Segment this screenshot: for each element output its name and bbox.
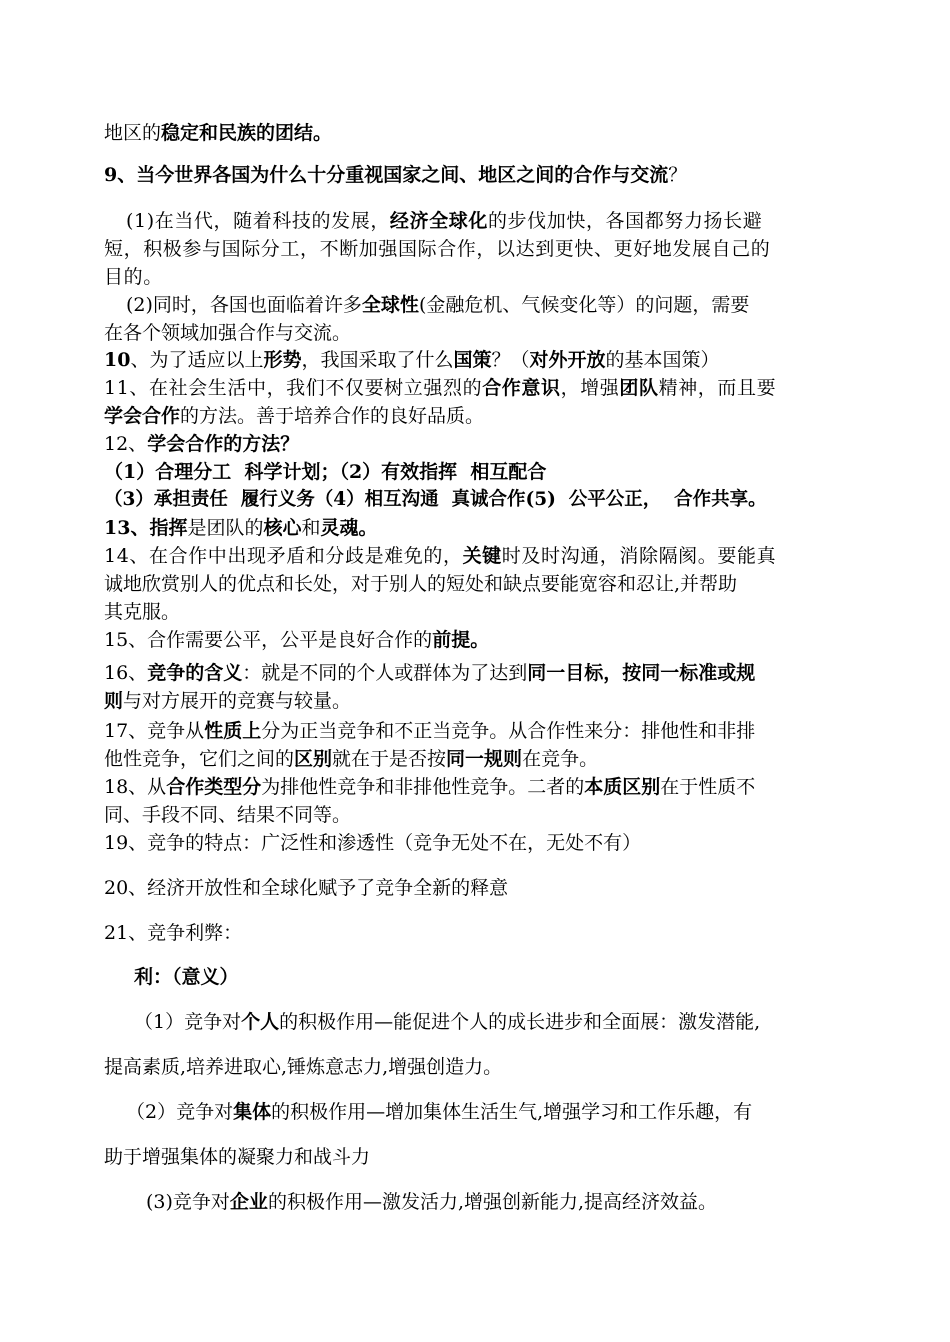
- text-run: 的积极作用—激发活力,增强创新能力,提高经济效益。: [267, 1191, 718, 1213]
- bold-text: 企业: [229, 1191, 268, 1213]
- item-18-line1: [104, 774, 755, 800]
- bold-text: 本质区别: [584, 776, 661, 798]
- advantage-1-line2: 提高素质,培养进取心,锤炼意志力,增强创造力。: [104, 1056, 503, 1078]
- item-18-line2: 同、手段不同、结果不同等。: [104, 804, 352, 826]
- text-run: (1)在当代，随着科技的发展，: [126, 210, 390, 232]
- text-run: 为排他性竞争和非排他性竞争。二者的: [261, 776, 585, 798]
- item-12-methods-line2: （3）承担责任 履行义务（4）相互沟通 真诚合作(5) 公平公正， 合作共享。: [104, 489, 767, 510]
- bold-text: 集体: [233, 1101, 272, 1123]
- bold-text: 核心: [263, 517, 302, 539]
- item-16-line2: [104, 688, 351, 714]
- bold-text: 团队: [619, 377, 659, 399]
- text-run: 17、竞争从: [104, 720, 205, 742]
- question-10: [104, 347, 720, 373]
- text-run: (2)同时，各国也面临着许多: [126, 294, 362, 316]
- text-run: 在于性质不: [660, 776, 756, 798]
- item-12: [104, 431, 299, 457]
- text-run: 分为正当竞争和不正当竞争。从合作性来分：排他性和非排: [261, 720, 756, 742]
- text-run: 他性竞争，它们之间的: [104, 748, 295, 770]
- bold-text: 国策: [453, 349, 492, 371]
- advantages-heading: 利：（意义）: [134, 966, 239, 988]
- item-14-line2: 诚地欣赏别人的优点和长处，对于别人的短处和缺点要能宽容和忍让,并帮助: [104, 573, 738, 595]
- item-14-line3: 其克服。: [104, 601, 181, 623]
- text-run: 精神，而且要: [658, 377, 777, 399]
- text-run: 时及时沟通，消除隔阂。要能真: [501, 545, 777, 567]
- text-run: ，增强: [560, 377, 620, 399]
- bold-text: 稳定和民族的团结。: [161, 122, 333, 144]
- bold-text: 则: [104, 690, 124, 712]
- bold-text: 灵魂。: [320, 517, 378, 539]
- text-run: （2）竞争对: [126, 1101, 234, 1123]
- item-20: 20、经济开放性和全球化赋予了竞争全新的释意: [104, 877, 509, 899]
- bold-text: 个人: [241, 1011, 280, 1033]
- bold-text: 对外开放: [529, 349, 606, 371]
- text-line-region-stability: [104, 120, 332, 146]
- bold-text: 前提。: [432, 629, 490, 651]
- text-run: 15、合作需要公平，公平是良好合作的: [104, 629, 433, 651]
- text-run: 地区的: [104, 122, 162, 144]
- text-run: （1）竞争对: [134, 1011, 242, 1033]
- text-run: 的基本国策）: [605, 349, 720, 371]
- text-run: 11、在社会生活中，我们不仅要树立强烈的: [104, 377, 483, 399]
- bold-text: 同一目标，按同一标准或规: [527, 662, 756, 684]
- text-run: 与对方展开的竞赛与较量。: [123, 690, 352, 712]
- answer-9-part1-line3: 目的。: [104, 266, 163, 288]
- bold-text: 全球性: [361, 294, 419, 316]
- item-11-line2: [104, 403, 484, 429]
- text-run: ？: [668, 164, 688, 186]
- bold-text: 合作类型分: [166, 776, 262, 798]
- text-run: 18、从: [104, 776, 167, 798]
- bold-text: 经济全球化: [389, 210, 488, 232]
- text-run: 的方法。善于培养合作的良好品质。: [180, 405, 485, 427]
- item-17-line2: [104, 746, 598, 772]
- item-14-line1: [104, 543, 776, 569]
- text-run: 就在于是否按: [332, 748, 447, 770]
- text-run: ：就是不同的个人或群体为了达到: [242, 662, 528, 684]
- item-11-line1: [104, 375, 776, 401]
- answer-9-part2-line1: [126, 292, 749, 318]
- text-run: 的积极作用—能促进个人的成长进步和全面展：激发潜能,: [279, 1011, 761, 1033]
- text-run: 的步伐加快，各国都努力扬长避: [487, 210, 763, 232]
- answer-9-part1-line2: 短，积极参与国际分工，不断加强国际合作，以达到更快、更好地发展自己的: [104, 238, 771, 260]
- advantage-2-line2: 助于增强集体的凝聚力和战斗力: [104, 1146, 371, 1168]
- bold-text: 区别: [294, 748, 333, 770]
- bold-text: 学会合作的方法？: [147, 433, 300, 455]
- bold-text: 形势: [263, 349, 302, 371]
- bold-text: 9、当今世界各国为什么十分重视国家之间、地区之间的合作与交流: [104, 164, 669, 186]
- item-19: 19、竞争的特点：广泛性和渗透性（竞争无处不在，无处不有）: [104, 832, 642, 854]
- advantage-1-line1: [134, 1009, 760, 1035]
- answer-9-part1-line1: [126, 208, 762, 234]
- bold-text: 同一规则: [446, 748, 523, 770]
- answer-9-part2-line2: 在各个领域加强合作与交流。: [104, 322, 352, 344]
- item-13: [104, 515, 378, 541]
- bold-text: 合作意识: [482, 377, 561, 399]
- bold-text: 10: [104, 349, 131, 371]
- text-run: 在竞争。: [522, 748, 599, 770]
- item-15: [104, 627, 489, 653]
- item-16-line1: [104, 660, 755, 686]
- question-9: [104, 162, 687, 188]
- bold-text: 竞争的含义: [147, 662, 243, 684]
- advantage-2-line1: [126, 1099, 752, 1125]
- text-run: 12、: [104, 433, 148, 455]
- advantage-3: [146, 1189, 717, 1215]
- text-run: ，我国采取了什么: [301, 349, 454, 371]
- text-run: (金融危机、气候变化等）的问题，需要: [418, 294, 750, 316]
- text-run: (3)竞争对: [146, 1191, 230, 1213]
- text-run: 、为了适应以上: [130, 349, 264, 371]
- text-run: 的积极作用—增加集体生活生气,增强学习和工作乐趣，有: [271, 1101, 753, 1123]
- bold-text: 关键: [462, 545, 502, 567]
- item-12-methods-line1: （1）合理分工 科学计划；（2）有效指挥 相互配合: [104, 461, 547, 483]
- text-run: 是团队的: [187, 517, 264, 539]
- bold-text: 13、指挥: [104, 517, 188, 539]
- item-17-line1: [104, 718, 755, 744]
- bold-text: 学会合作: [104, 405, 181, 427]
- text-run: 16、: [104, 662, 148, 684]
- text-run: ？（: [491, 349, 530, 371]
- text-run: 14、在合作中出现矛盾和分歧是难免的，: [104, 545, 463, 567]
- text-run: 和: [301, 517, 321, 539]
- bold-text: 性质上: [204, 720, 262, 742]
- item-21: 21、竞争利弊：: [104, 922, 243, 944]
